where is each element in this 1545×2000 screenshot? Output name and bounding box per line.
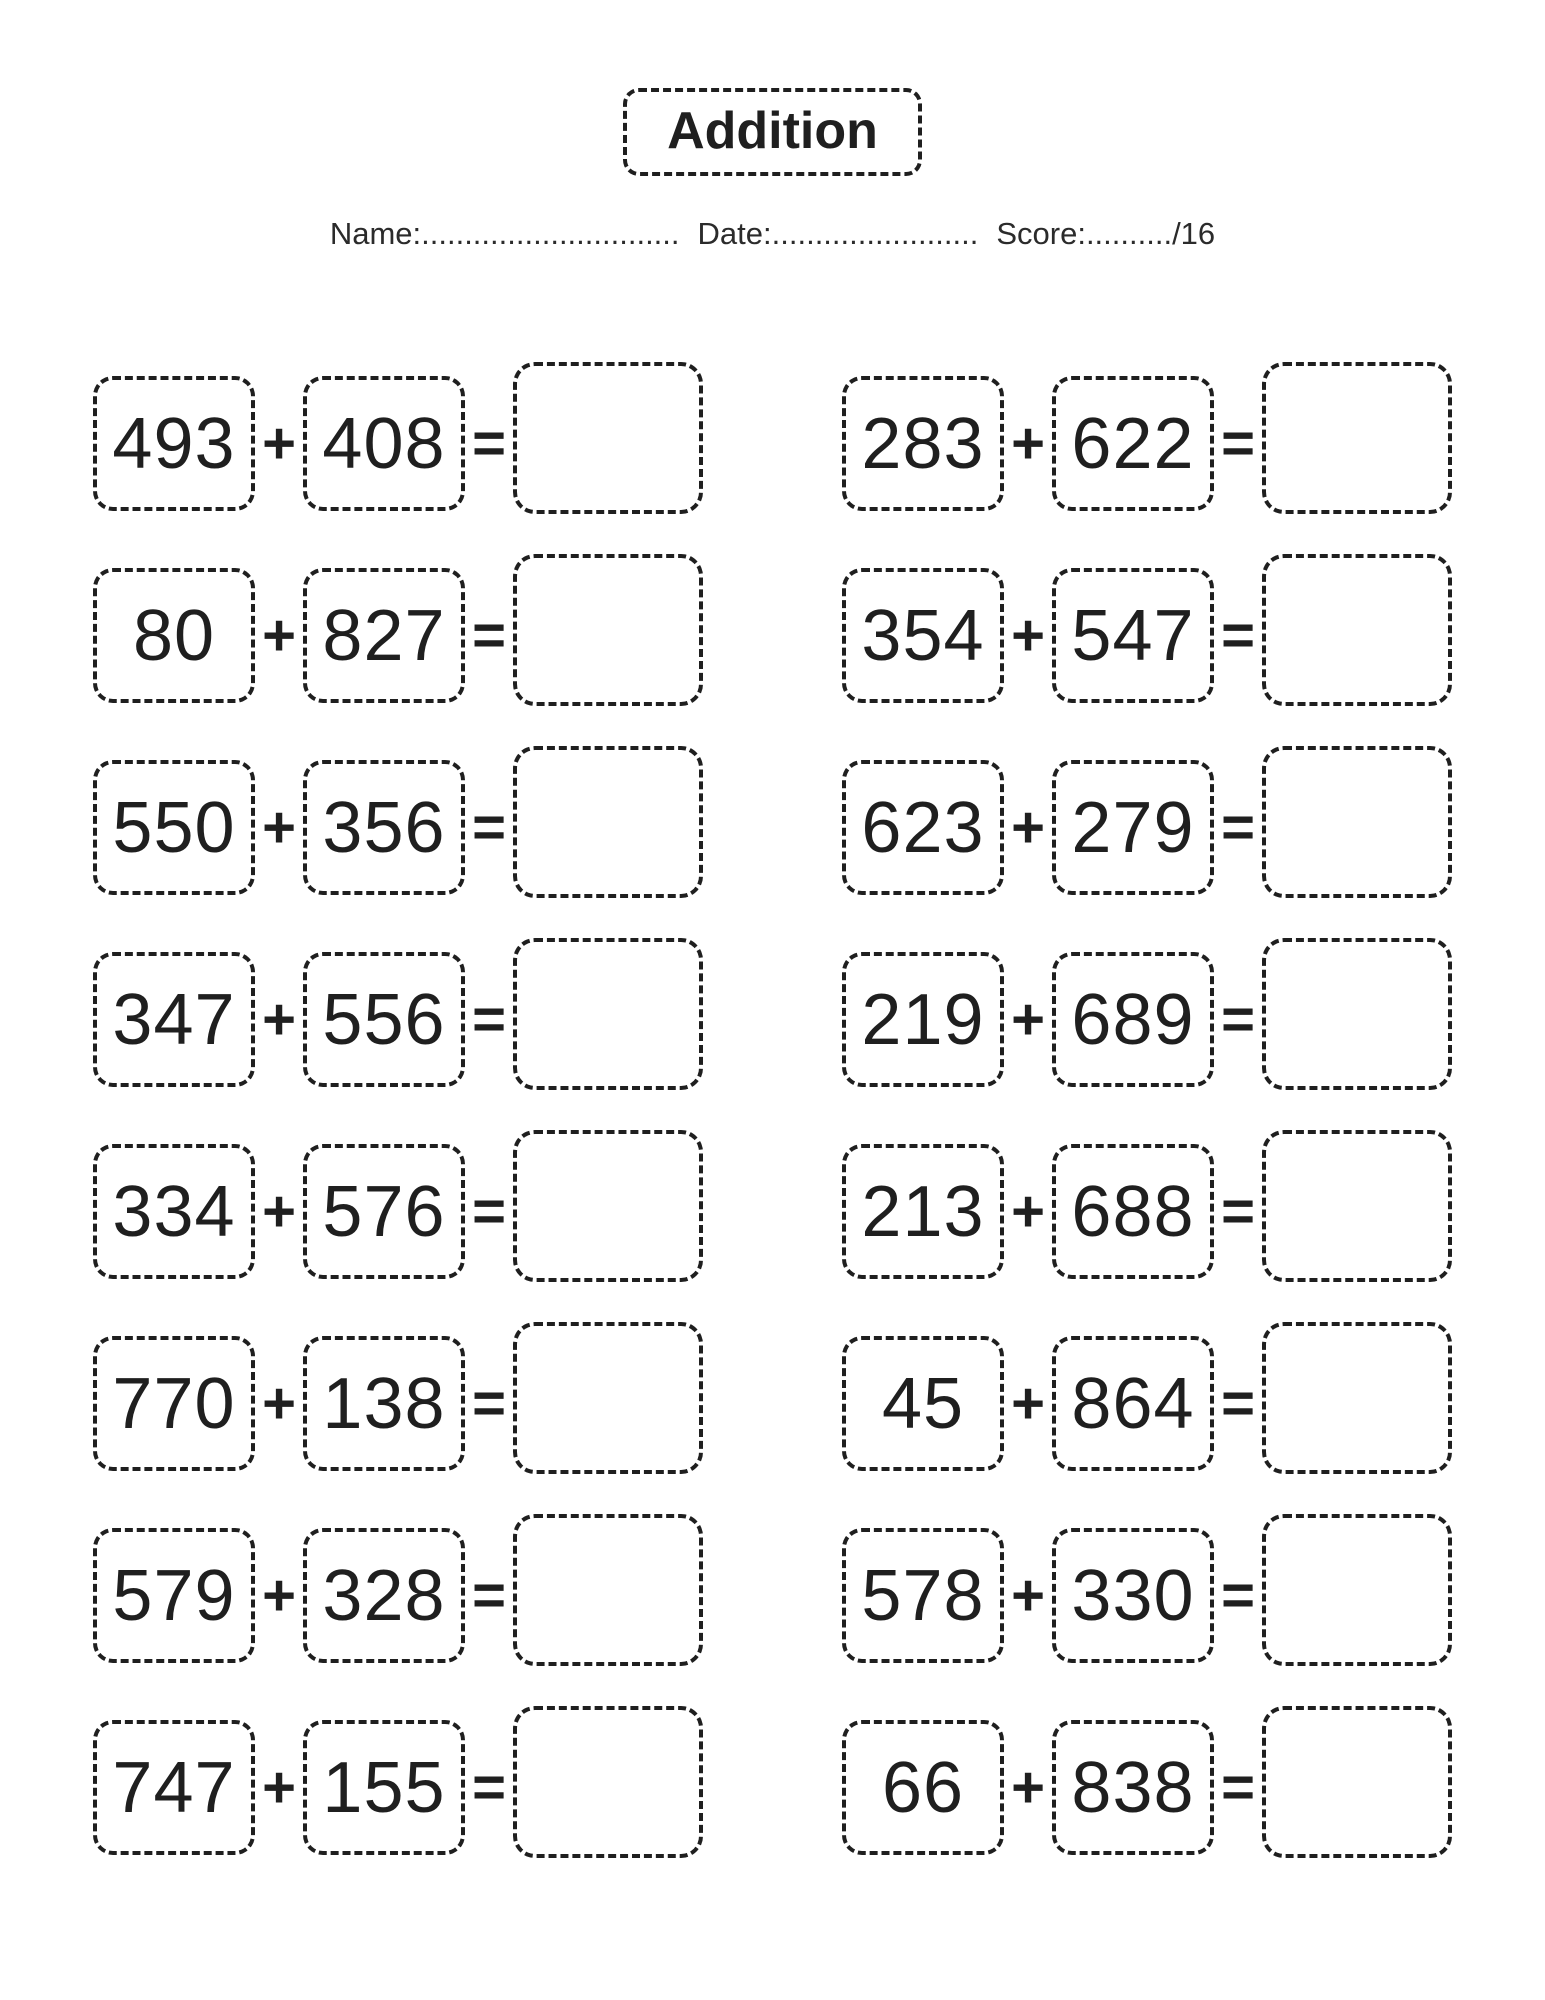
addend-value: 283 <box>861 403 985 484</box>
addend-box <box>303 1720 465 1855</box>
addend-box <box>842 952 1004 1087</box>
addend-box <box>93 1336 255 1471</box>
addend-box <box>1052 376 1214 511</box>
equals-sign: = <box>472 603 506 669</box>
addend-box <box>842 1720 1004 1855</box>
answer-box[interactable] <box>513 1706 703 1858</box>
addend-value: 688 <box>1071 1171 1195 1252</box>
answer-box[interactable] <box>1262 1130 1452 1282</box>
plus-sign: + <box>1011 1563 1045 1629</box>
addend-value: 155 <box>322 1747 446 1828</box>
addend-box <box>842 1336 1004 1471</box>
problem-6 <box>842 752 1452 904</box>
addend-box <box>303 568 465 703</box>
plus-sign: + <box>262 603 296 669</box>
addend-value: 493 <box>112 403 236 484</box>
addend-value: 838 <box>1071 1747 1195 1828</box>
plus-sign: + <box>1011 1179 1045 1245</box>
answer-box[interactable] <box>1262 362 1452 514</box>
answer-box[interactable] <box>1262 1706 1452 1858</box>
equals-sign: = <box>472 1755 506 1821</box>
addend-value: 547 <box>1071 595 1195 676</box>
plus-sign: + <box>1011 987 1045 1053</box>
addend-box <box>93 760 255 895</box>
answer-box[interactable] <box>513 554 703 706</box>
problem-14 <box>842 1520 1452 1672</box>
addend-value: 770 <box>112 1363 236 1444</box>
problem-16 <box>842 1712 1452 1864</box>
addend-box <box>303 760 465 895</box>
addend-value: 622 <box>1071 403 1195 484</box>
equals-sign: = <box>472 411 506 477</box>
problem-9 <box>93 1136 703 1288</box>
addend-value: 550 <box>112 787 236 868</box>
plus-sign: + <box>262 987 296 1053</box>
equals-sign: = <box>472 1179 506 1245</box>
addend-box <box>93 568 255 703</box>
addend-box <box>303 1144 465 1279</box>
plus-sign: + <box>1011 1755 1045 1821</box>
addend-value: 408 <box>322 403 446 484</box>
equals-sign: = <box>472 987 506 1053</box>
equals-sign: = <box>1221 1563 1255 1629</box>
addend-value: 80 <box>132 595 216 676</box>
plus-sign: + <box>262 795 296 861</box>
answer-box[interactable] <box>513 746 703 898</box>
addend-value: 689 <box>1071 979 1195 1060</box>
answer-box[interactable] <box>513 938 703 1090</box>
addend-value: 328 <box>322 1555 446 1636</box>
addend-box <box>93 952 255 1087</box>
equals-sign: = <box>1221 795 1255 861</box>
plus-sign: + <box>262 1371 296 1437</box>
addend-value: 45 <box>881 1363 965 1444</box>
equals-sign: = <box>1221 1179 1255 1245</box>
answer-box[interactable] <box>513 1322 703 1474</box>
addend-value: 279 <box>1071 787 1195 868</box>
plus-sign: + <box>262 1179 296 1245</box>
title-box <box>623 88 922 176</box>
addend-value: 556 <box>322 979 446 1060</box>
problem-3 <box>93 560 703 712</box>
answer-box[interactable] <box>513 362 703 514</box>
equals-sign: = <box>472 795 506 861</box>
addend-box <box>842 568 1004 703</box>
addend-value: 138 <box>322 1363 446 1444</box>
addend-box <box>1052 1144 1214 1279</box>
addend-box <box>1052 1720 1214 1855</box>
problem-8 <box>842 944 1452 1096</box>
addend-value: 213 <box>861 1171 985 1252</box>
addend-value: 354 <box>861 595 985 676</box>
problem-13 <box>93 1520 703 1672</box>
addend-box <box>1052 1528 1214 1663</box>
problem-7 <box>93 944 703 1096</box>
addend-value: 827 <box>322 595 446 676</box>
addend-box <box>842 1528 1004 1663</box>
addend-box <box>303 1336 465 1471</box>
answer-box[interactable] <box>513 1514 703 1666</box>
addend-box <box>842 760 1004 895</box>
answer-box[interactable] <box>1262 938 1452 1090</box>
addend-value: 66 <box>881 1747 965 1828</box>
score-field[interactable]: Score:........../16 <box>996 215 1216 251</box>
problem-4 <box>842 560 1452 712</box>
equals-sign: = <box>1221 603 1255 669</box>
addend-value: 864 <box>1071 1363 1195 1444</box>
answer-box[interactable] <box>1262 554 1452 706</box>
answer-box[interactable] <box>513 1130 703 1282</box>
addend-box <box>1052 1336 1214 1471</box>
equals-sign: = <box>1221 1371 1255 1437</box>
addend-value: 579 <box>112 1555 236 1636</box>
plus-sign: + <box>262 411 296 477</box>
name-field[interactable]: Name:.............................. <box>329 215 680 251</box>
problem-12 <box>842 1328 1452 1480</box>
addend-value: 576 <box>322 1171 446 1252</box>
addend-value: 334 <box>112 1171 236 1252</box>
addend-box <box>303 952 465 1087</box>
equals-sign: = <box>1221 1755 1255 1821</box>
page-title: Addition <box>667 102 878 160</box>
answer-box[interactable] <box>1262 746 1452 898</box>
equals-sign: = <box>472 1563 506 1629</box>
addend-box <box>93 1528 255 1663</box>
addend-box <box>1052 568 1214 703</box>
plus-sign: + <box>1011 795 1045 861</box>
answer-box[interactable] <box>1262 1514 1452 1666</box>
plus-sign: + <box>262 1563 296 1629</box>
addend-value: 356 <box>322 787 446 868</box>
problems-grid <box>93 368 1452 1864</box>
addend-box <box>93 1144 255 1279</box>
problem-15 <box>93 1712 703 1864</box>
date-field[interactable]: Date:........................ <box>697 215 979 251</box>
equals-sign: = <box>1221 411 1255 477</box>
addend-value: 347 <box>112 979 236 1060</box>
addend-value: 330 <box>1071 1555 1195 1636</box>
plus-sign: + <box>1011 411 1045 477</box>
plus-sign: + <box>1011 1371 1045 1437</box>
plus-sign: + <box>262 1755 296 1821</box>
problem-5 <box>93 752 703 904</box>
addend-value: 623 <box>861 787 985 868</box>
problem-2 <box>842 368 1452 520</box>
problem-1 <box>93 368 703 520</box>
equals-sign: = <box>1221 987 1255 1053</box>
plus-sign: + <box>1011 603 1045 669</box>
answer-box[interactable] <box>1262 1322 1452 1474</box>
addend-value: 219 <box>861 979 985 1060</box>
addend-box <box>303 1528 465 1663</box>
problem-11 <box>93 1328 703 1480</box>
addend-value: 747 <box>112 1747 236 1828</box>
header-fields <box>93 216 1452 252</box>
title-wrap <box>93 88 1452 176</box>
addend-box <box>1052 760 1214 895</box>
equals-sign: = <box>472 1371 506 1437</box>
addend-box <box>1052 952 1214 1087</box>
addend-box <box>842 1144 1004 1279</box>
addend-box <box>93 376 255 511</box>
addend-box <box>842 376 1004 511</box>
addend-box <box>93 1720 255 1855</box>
addend-box <box>303 376 465 511</box>
addend-value: 578 <box>861 1555 985 1636</box>
problem-10 <box>842 1136 1452 1288</box>
